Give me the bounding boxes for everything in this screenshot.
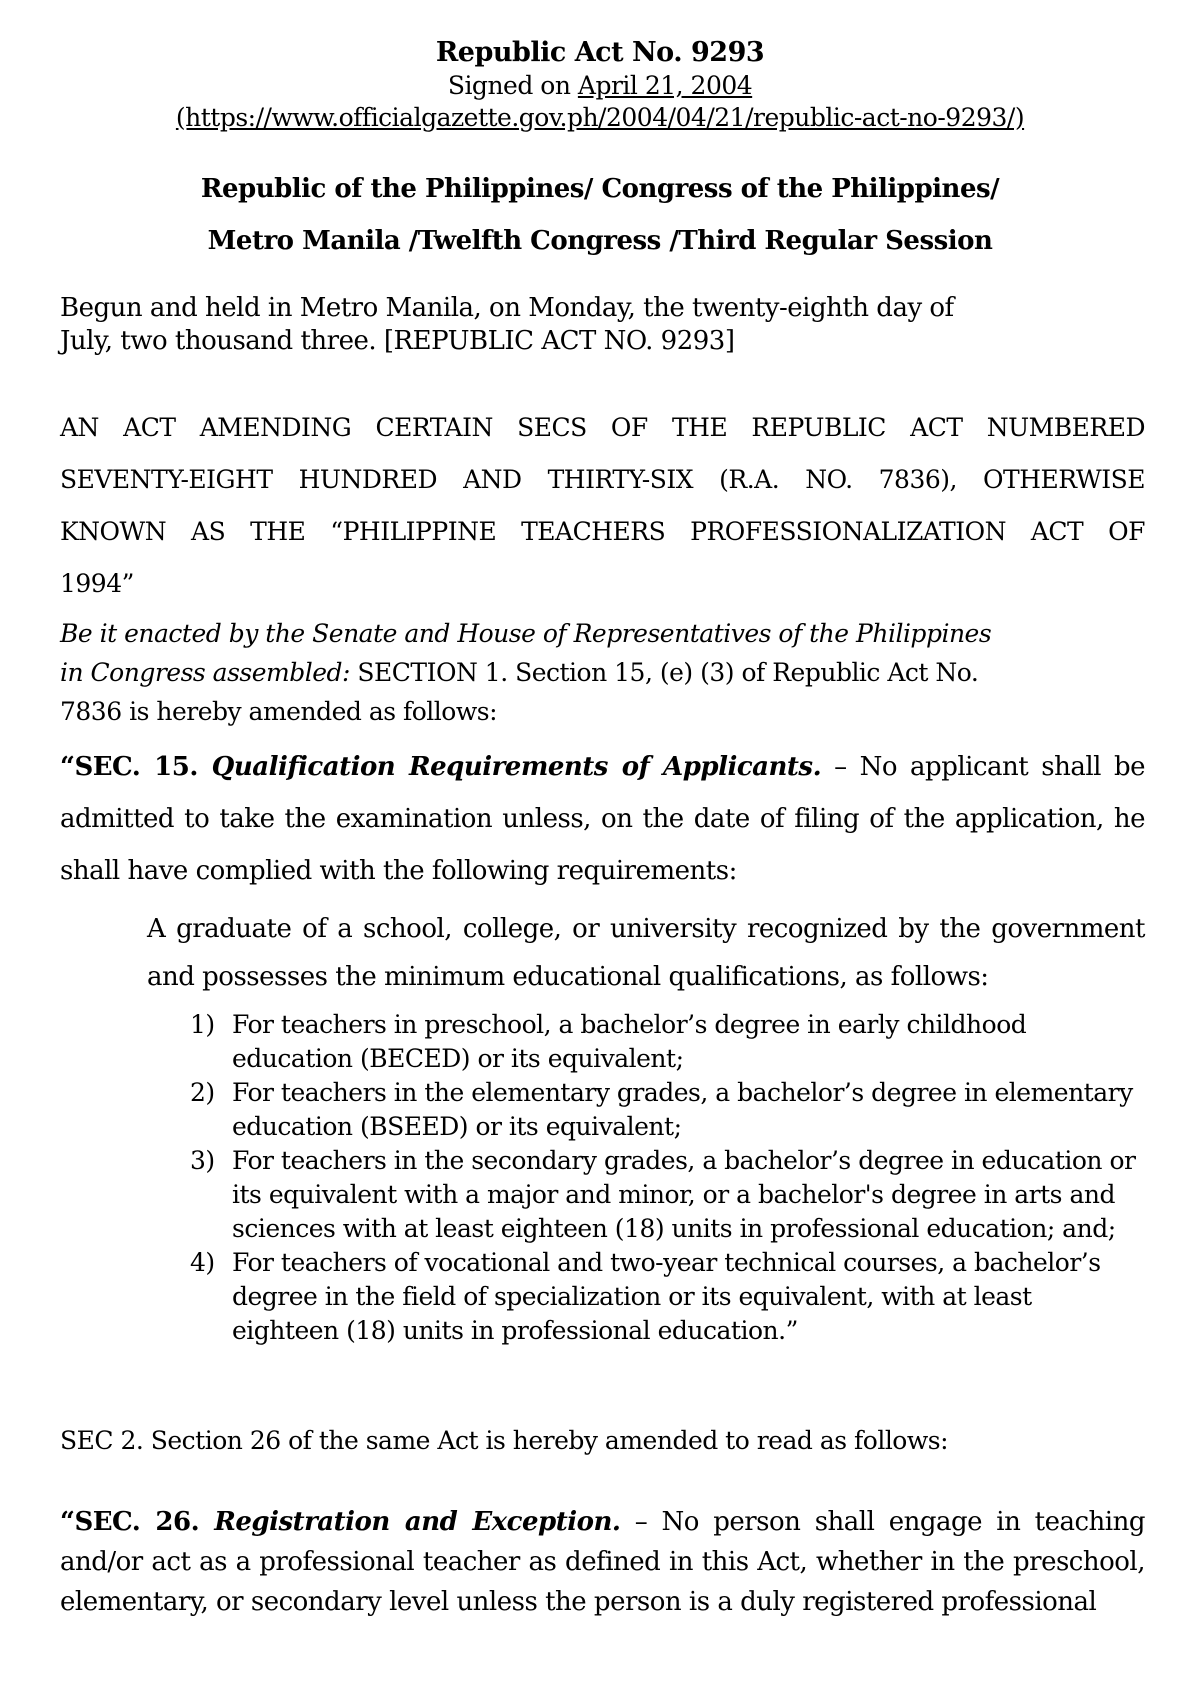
list-item-text: For teachers of vocational and two-year technical courses, a bachelor’s degree in the field of specialization or its equivalent, with at least eighteen (18) units in professional education.” (232, 1248, 1101, 1345)
act-title-line-1: AN ACT AMENDING CERTAIN SECS OF THE REPUBLIC ACT NUMBERED (60, 413, 1145, 442)
document-title: Republic Act No. 9293 (435, 37, 765, 68)
section-2-paragraph: SEC 2. Section 26 of the same Act is hereby amended to read as follows: (60, 1426, 949, 1455)
act-title (60, 402, 1145, 610)
signed-date-link[interactable]: April 21, 2004 (577, 71, 753, 100)
act-title-line-4: 1994” (60, 569, 134, 598)
section-15-prefix: “SEC. 15. (60, 752, 212, 782)
enacting-line-1: Be it enacted by the Senate and House of Representatives of the Philippines (60, 619, 992, 648)
section-26-prefix: “SEC. 26. (60, 1507, 215, 1537)
section-15-heading: Qualification Requirements of Applicants. (211, 752, 822, 782)
section-26-heading: Registration and Exception. (214, 1507, 621, 1537)
section-26-paragraph (60, 1502, 1145, 1622)
list-item (180, 1144, 1140, 1246)
list-item-text: For teachers in the elementary grades, a bachelor’s degree in elementary education (BSEED) or its equivalent; (232, 1078, 1133, 1141)
source-url-link[interactable]: (https://www.officialgazette.gov.ph/2004/04/21/republic-act-no-9293/) (175, 103, 1025, 132)
signed-line (0, 70, 1200, 102)
congress-line-1: Republic of the Philippines/ Congress of the Philippines/ (200, 174, 1000, 204)
requirements-list (180, 1008, 1140, 1348)
enacting-clause (60, 614, 1140, 731)
begun-line-2: July, two thousand three. [REPUBLIC ACT NO. 9293] (60, 326, 735, 356)
list-item-text: For teachers in the secondary grades, a bachelor’s degree in education or its equivalent with a major and minor, or a bachelor's degree in arts and sciences with at least eighteen (18) units in professional education; and; (232, 1146, 1136, 1243)
enacting-line-2-italic: in Congress assembled: (60, 658, 350, 687)
act-title-line-3: KNOWN AS THE “PHILIPPINE TEACHERS PROFESSIONALIZATION ACT OF (60, 517, 1145, 546)
list-item (180, 1076, 1140, 1144)
signed-prefix: Signed on (447, 71, 578, 100)
list-item-number: 4) (190, 1248, 215, 1277)
section-15-paragraph (60, 741, 1145, 897)
congress-line-2: Metro Manila /Twelfth Congress /Third Regular Session (207, 226, 993, 256)
section-15-text: – No applicant shall be admitted to take the examination unless, on the date of filing of the application, he shall have complied with the following requirements: (60, 752, 1145, 886)
begun-line-1: Begun and held in Metro Manila, on Monday, the twenty-eighth day of (60, 293, 954, 323)
list-item (180, 1246, 1140, 1348)
list-item-number: 2) (190, 1078, 215, 1107)
enacting-line-3: 7836 is hereby amended as follows: (60, 697, 497, 726)
begun-paragraph (60, 292, 1120, 358)
list-item (180, 1008, 1140, 1076)
act-title-line-2: SEVENTY-EIGHT HUNDRED AND THIRTY-SIX (R.A. NO. 7836), OTHERWISE (60, 465, 1145, 494)
list-item-number: 3) (190, 1146, 215, 1175)
list-item-number: 1) (190, 1010, 215, 1039)
list-item-text: For teachers in preschool, a bachelor’s degree in early childhood education (BECED) or its equivalent; (232, 1010, 1027, 1073)
section-26-text: – No person shall engage in teaching and/or act as a professional teacher as defined in this Act, whether in the preschool, elementary, or secondary level unless the person is a duly registered professional (60, 1507, 1146, 1617)
enacting-line-2-rest: SECTION 1. Section 15, (e) (3) of Republic Act No. (349, 658, 979, 687)
enacting-line-2 (60, 653, 1140, 692)
graduate-paragraph: A graduate of a school, college, or university recognized by the government and possesses the minimum educational qualifications, as follows: (147, 914, 1145, 992)
